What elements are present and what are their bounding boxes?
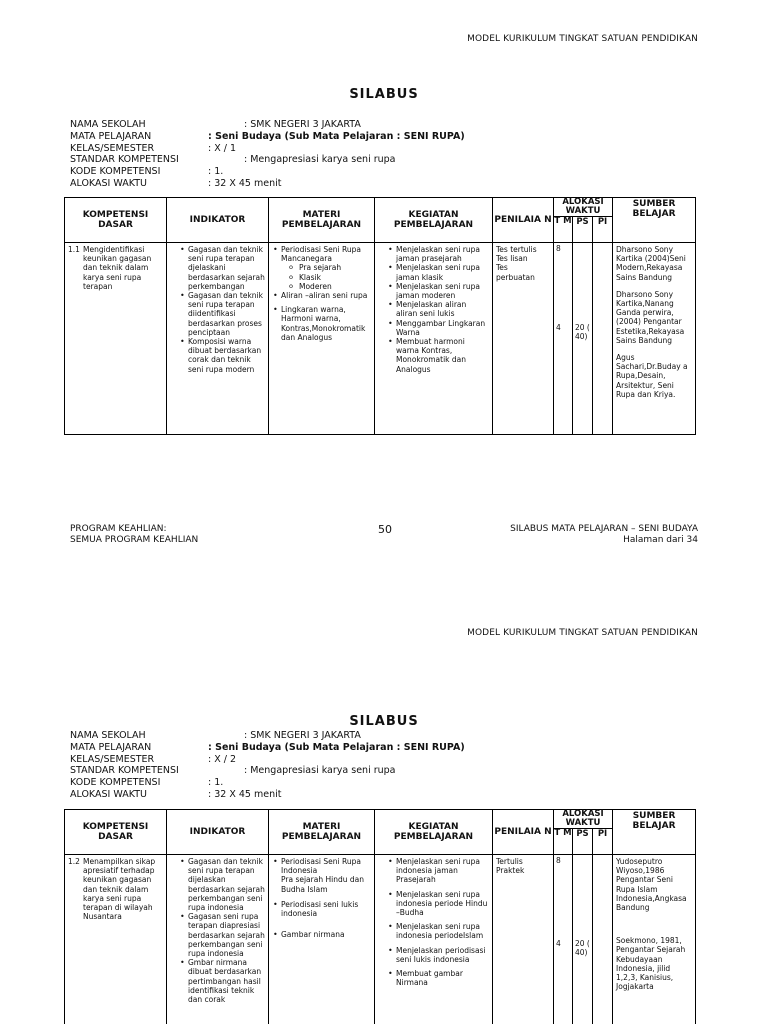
info-label: KODE KOMPETENSI xyxy=(70,166,161,178)
running-header: MODEL KURIKULUM TINGKAT SATUAN PENDIDIKAN xyxy=(467,34,698,44)
tm-value: 4 xyxy=(556,323,561,333)
list-item: • Gagasan dan teknik seni rupa terapan dijelaskan berdasarkan sejarah perkembangan seni rupa indonesia xyxy=(188,857,265,912)
cell-pi xyxy=(593,243,613,435)
list-item: • Lingkaran warna, Harmoni warna, Kontras,Monokromatik dan Analogus xyxy=(281,305,371,342)
info-value: : X / 2 xyxy=(208,753,237,765)
header-ps: PS xyxy=(573,217,593,243)
header-indikator: INDIKATOR xyxy=(167,810,269,855)
cell-kompetensi xyxy=(65,243,167,435)
info-value: : SMK NEGERI 3 JAKARTA xyxy=(244,119,361,130)
list-item: • Menjelaskan seni rupa jaman prasejarah xyxy=(396,245,489,263)
penilaian-item: Tes tertulis xyxy=(496,245,537,254)
ps-value: 20 ( 40) xyxy=(575,323,590,342)
cell-tm xyxy=(554,855,573,1024)
list-item: o Moderen xyxy=(299,282,371,291)
kompetensi-number: 1.2 xyxy=(68,857,80,866)
sumber-item: Soekmono, 1981, Pengantar Sejarah Kebudayaan Indonesia, jilid 1,2,3, Kanisius, Jogjakarta xyxy=(616,936,686,992)
info-value: : 1. xyxy=(208,166,224,178)
list-item: • Menjelaskan seni rupa jaman klasik xyxy=(396,263,489,281)
list-item: • Periodisasi seni lukis indonesia xyxy=(281,900,371,918)
materi-sublist xyxy=(281,263,371,291)
materi-list xyxy=(272,930,371,939)
cell-ps xyxy=(573,855,593,1024)
header-alokasi: ALOKASI WAKTU xyxy=(554,810,613,829)
header-pi: PI xyxy=(593,829,613,855)
header-ps: PS xyxy=(573,829,593,855)
materi-list xyxy=(272,245,371,342)
info-label: STANDAR KOMPETENSI xyxy=(70,765,179,777)
list-item: • Gagasan dan teknik seni rupa terapan djelaskani berdasarkan sejarah perkembangan xyxy=(188,245,265,291)
materi-item: Periodisasi Seni Rupa Mancanegara xyxy=(281,245,361,264)
info-value: : 32 X 45 menit xyxy=(208,788,282,800)
info-label: NAMA SEKOLAH xyxy=(70,119,146,130)
cell-penilaian xyxy=(493,855,554,1024)
header-materi: MATERI PEMBELAJARAN xyxy=(269,810,375,855)
header-tm: T M xyxy=(554,829,573,855)
penilaian-item: Tes lisan xyxy=(496,254,528,264)
kegiatan-list xyxy=(387,245,489,374)
list-item: • Gmbar nirmana dibuat berdasarkan pertimbangan hasil identifikasi teknik dan corak xyxy=(188,958,265,1004)
info-label: KELAS/SEMESTER xyxy=(70,142,155,154)
tm-value: 4 xyxy=(556,939,561,949)
penilaian-item: Tertulis xyxy=(496,857,523,866)
cell-penilaian xyxy=(493,243,554,435)
header-pi: PI xyxy=(593,217,613,243)
list-item: • Menjelaskan seni rupa jaman moderen xyxy=(396,282,489,300)
kompetensi-text: Menampilkan sikap apresiatif terhadap keunikan gagasan dan teknik dalam karya seni rupa terapan di wilayah Nusantara xyxy=(83,857,156,922)
cell-pi xyxy=(593,855,613,1024)
kompetensi-number: 1.1 xyxy=(68,245,80,254)
header-penilaian: PENILAIA N xyxy=(493,810,554,855)
info-value: : X / 1 xyxy=(208,142,237,154)
list-item: • Menjelaskan periodisasi seni lukis indonesia xyxy=(396,946,489,964)
header-indikator: INDIKATOR xyxy=(167,198,269,243)
info-label: KELAS/SEMESTER xyxy=(70,753,155,765)
list-item: • Periodisasi Seni Rupa Indonesia xyxy=(281,857,371,875)
header-kegiatan: KEGIATAN PEMBELAJARAN xyxy=(375,198,493,243)
page-title: SILABUS xyxy=(349,87,419,102)
cell-kompetensi xyxy=(65,855,167,1024)
header-kompetensi: KOMPETENSI DASAR xyxy=(65,810,167,855)
tm-value: 8 xyxy=(556,856,561,865)
kompetensi-text: Mengidentifikasi keunikan gagasan dan teknik dalam karya seni rupa terapan xyxy=(83,245,152,291)
cell-materi xyxy=(269,243,375,435)
materi-list xyxy=(272,857,371,875)
cell-ps xyxy=(573,243,593,435)
list-item: • Menjelaskan seni rupa indonesia periode Hindu –Budha xyxy=(396,890,489,918)
sumber-item: Dharsono Sony Kartika (2004)Seni Modern,Rekayasa Sains Bandung xyxy=(616,245,686,282)
cell-indikator xyxy=(167,243,269,435)
list-item: • Membuat gambar Nirmana xyxy=(396,969,489,987)
list-item: • Menjelaskan aliran aliran seni lukis xyxy=(396,300,489,318)
list-item: • Menjelaskan seni rupa indonesia jaman Prasejarah xyxy=(396,857,489,885)
info-label: ALOKASI WAKTU xyxy=(70,177,147,189)
running-header: MODEL KURIKULUM TINGKAT SATUAN PENDIDIKAN xyxy=(467,628,698,638)
page-title: SILABUS xyxy=(349,714,419,729)
header-kompetensi: KOMPETENSI DASAR xyxy=(65,198,167,243)
header-alokasi: ALOKASI WAKTU xyxy=(554,198,613,217)
info-label: NAMA SEKOLAH xyxy=(70,730,146,741)
header-sumber: SUMBER BELAJAR xyxy=(613,810,696,855)
header-kegiatan: KEGIATAN PEMBELAJARAN xyxy=(375,810,493,855)
list-item: • Gagasan dan teknik seni rupa terapan diidentifikasi berdasarkan proses penciptaan xyxy=(188,291,265,337)
list-item xyxy=(281,245,371,291)
info-value: : Seni Budaya (Sub Mata Pelajaran : SENI RUPA) xyxy=(208,741,465,753)
header-sumber: SUMBER BELAJAR xyxy=(613,198,696,243)
sumber-item: Agus Sachari,Dr.Buday a Rupa,Desain, Arsitektur, Seni Rupa dan Kriya. xyxy=(616,353,688,399)
info-label: ALOKASI WAKTU xyxy=(70,788,147,800)
syllabus-table xyxy=(64,809,696,1024)
indikator-list xyxy=(179,857,265,1004)
page-number: 50 xyxy=(378,523,392,536)
info-value: : 1. xyxy=(208,777,224,789)
list-item: • Komposisi warna dibuat berdasarkan corak dan teknik seni rupa modern xyxy=(188,337,265,374)
header-tm: T M xyxy=(554,217,573,243)
sumber-item: Yudoseputro Wiyoso,1986 Pengantar Seni Rupa Islam Indonesia,Angkasa Bandung xyxy=(616,857,687,913)
info-label: STANDAR KOMPETENSI xyxy=(70,154,179,166)
syllabus-table xyxy=(64,197,696,435)
info-label: MATA PELAJARAN xyxy=(70,741,152,753)
penilaian-item: perbuatan xyxy=(496,272,535,282)
sumber-item: Dharsono Sony Kartika,Nanang Ganda perwira,(2004) Pengantar Estetika,Rekayasa Sains Bandung xyxy=(616,289,685,345)
footer-page-count: Halaman dari 34 xyxy=(623,535,698,545)
list-item: • Membuat harmoni warna Kontras, Monokromatik dan Analogus xyxy=(396,337,489,374)
footer-right xyxy=(510,524,698,546)
footer-program-label: PROGRAM KEAHLIAN: xyxy=(70,524,167,534)
cell-indikator xyxy=(167,855,269,1024)
list-item: • Menjelaskan seni rupa indonesia periodeIslam xyxy=(396,922,489,940)
info-label: MATA PELAJARAN xyxy=(70,130,152,142)
cell-materi xyxy=(269,855,375,1024)
header-materi: MATERI PEMBELAJARAN xyxy=(269,198,375,243)
cell-tm xyxy=(554,243,573,435)
list-item: • Gagasan seni rupa terapan diapresiasi berdasarkan sejarah perkembangan seni rupa indonesia xyxy=(188,912,265,958)
list-item: • Menggambar Lingkaran Warna xyxy=(396,319,489,337)
cell-sumber xyxy=(613,855,696,1024)
list-item: o Pra sejarah xyxy=(299,263,371,272)
info-value: : SMK NEGERI 3 JAKARTA xyxy=(244,730,361,741)
footer-program-value: SEMUA PROGRAM KEAHLIAN xyxy=(70,535,199,545)
header-penilaian: PENILAIA N xyxy=(493,198,554,243)
cell-sumber xyxy=(613,243,696,435)
cell-kegiatan xyxy=(375,855,493,1024)
document-page-2 xyxy=(0,590,768,1024)
ps-value: 20 ( 40) xyxy=(575,939,590,958)
penilaian-item: Tes xyxy=(496,263,508,273)
info-label: KODE KOMPETENSI xyxy=(70,777,161,789)
list-item: • Aliran –aliran seni rupa xyxy=(281,291,371,300)
info-value: : Mengapresiasi karya seni rupa xyxy=(244,765,396,777)
info-value: : Mengapresiasi karya seni rupa xyxy=(244,154,396,166)
kegiatan-list xyxy=(387,857,489,987)
tm-value: 8 xyxy=(556,244,561,253)
info-value: : Seni Budaya (Sub Mata Pelajaran : SENI RUPA) xyxy=(208,130,465,142)
list-item: • Gambar nirmana xyxy=(281,930,371,939)
penilaian-item: Praktek xyxy=(496,866,525,876)
cell-kegiatan xyxy=(375,243,493,435)
footer-left xyxy=(70,524,198,546)
footer-doc-title: SILABUS MATA PELAJARAN – SENI BUDAYA xyxy=(510,524,698,534)
info-value: : 32 X 45 menit xyxy=(208,177,282,189)
indikator-list xyxy=(179,245,265,374)
materi-sub-text: Pra sejarah Hindu dan Budha Islam xyxy=(281,875,364,894)
materi-list xyxy=(272,900,371,918)
list-item: o Klasik xyxy=(299,273,371,282)
